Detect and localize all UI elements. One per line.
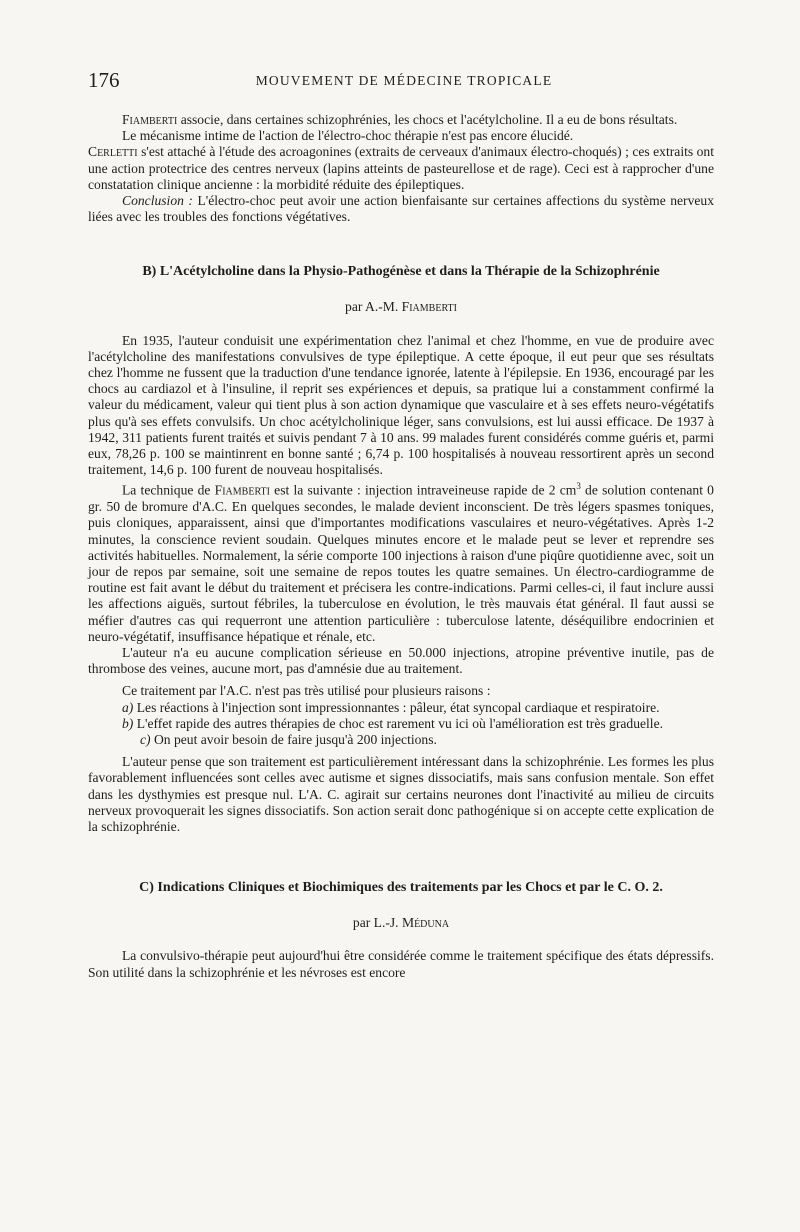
list-item: b) L'effet rapide des autres thérapies de choc est rarement vu ici où l'amélioration est très graduelle. — [122, 715, 664, 731]
section-b-title: B) L'Acétylcholine dans la Physio-Pathogénèse et dans la Thérapie de la Schizophrénie — [142, 264, 660, 280]
author-name: Fiamberti — [122, 112, 178, 127]
section-b-paragraph: En 1935, l'auteur conduisit une expérimentation chez l'animal et chez l'homme, en vue de produire avec l'acétylcholine des manifestations convulsives de type épileptique. A cette époque, il eut peur que ses résultats chez l'homme ne fussent que la traduction d'une tendance ignorée, latente à l'épilepsie. En 1936, encouragé par les chocs au cardiazol et à l'insuline, il reprit ses expériences et depuis, sa pratique lui a constamment confirmé la valeur du médicament, valeur qui tient plus à son action dynamique que vasculaire et à ses effets neuro-végétatifs plus qu'à ses effets convulsifs. Un choc acétylcholinique léger, sans convulsions, est lui aussi efficace. De 1937 à 1942, 311 patients furent traités et suivis pendant 7 à 10 ans. 99 malades furent considérés comme guéris et, parmi eux, 78,26 p. 100 se maintinrent en bonne santé ; 6,74 p. 100 hospitalisés à nouveau ressortirent après un second traitement, 14,6 p. 100 furent de nouveau hospitalisés. — [88, 332, 714, 478]
section-b-paragraph-complications: L'auteur n'a eu aucune complication sérieuse en 50.000 injections, atropine préventive inutile, pas de thrombose des veines, aucune mort, pas d'amnésie due au traitement. — [88, 645, 714, 677]
intro-paragraph-fiamberti: Fiamberti associe, dans certaines schizophrénies, les chocs et l'acétylcholine. Il a eu de bons résultats. — [122, 112, 678, 127]
conclusion-label: Conclusion : — [122, 193, 193, 209]
list-item: c) On peut avoir besoin de faire jusqu'à 200 injections. — [140, 732, 437, 748]
section-c-title: C) Indications Cliniques et Biochimiques des traitements par les Chocs et par le C. O. 2. — [139, 880, 663, 896]
page-number: 176 — [88, 68, 120, 92]
author-name: Cerletti — [88, 144, 138, 160]
intro-paragraph-cerletti: Cerletti s'est attaché à l'étude des acroagonines (extraits de cerveaux d'animaux électro-choqués) ; ces extraits ont une action protectrice des centres nerveux (lapins atteints de pasteurellose et de rage). Ceci est à rapprocher d'une constatation clinique ancienne : la morbidité réduite des épileptiques. — [88, 144, 714, 192]
section-b-byline: par A.-M. Fiamberti — [345, 299, 457, 315]
running-title: MOUVEMENT DE MÉDECINE TROPICALE — [255, 73, 553, 88]
list-item: a) Les réactions à l'injection sont impressionnantes : pâleur, état syncopal cardiaque et respiratoire. — [122, 699, 660, 715]
section-c-paragraph: La convulsivo-thérapie peut aujourd'hui être considérée comme le traitement spécifique des états dépressifs. Son utilité dans la schizophrénie et les névroses est encore — [88, 948, 714, 980]
section-b-paragraph-schizophrenia: L'auteur pense que son traitement est particulièrement intéressant dans la schizophrénie. Les formes les plus favorablement influencées sont celles avec autisme et signes dissociatifs, mais sans confusion mentale. Son effet dans les dysthymies est presque nul. L'A. C. agirait sur certains neurones dont l'inactivité au milieu de circuits nerveux provoquerait les signes dissociatifs. Son action serait donc pathogénique si on accepte cette explication de la schizophrénie. — [88, 754, 714, 835]
conclusion-paragraph: Conclusion : L'électro-choc peut avoir une action bienfaisante sur certaines affections du système nerveux liées avec les troubles des fonctions végétatives. — [88, 193, 715, 225]
author-name: Fiamberti — [214, 482, 270, 498]
section-b-paragraph-reasons: Ce traitement par l'A.C. n'est pas très utilisé pour plusieurs raisons : — [122, 683, 491, 699]
section-b-paragraph-technique: La technique de Fiamberti est la suivante : injection intraveineuse rapide de 2 $cm^3$ de solution contenant 0 gr. 50 de bromure d'A.C. En quelques secondes, le malade devient inconscient. De très légers spasmes toniques, puis cloniques, apparaissent, ainsi que d'importantes modifications vasculaires et neuro-végétatives. Après 1-2 minutes, la conscience revient soudain. Quelques minutes encore et le malade peut se lever et reprendre ses activités habituelles. Normalement, la série comporte 100 injections à raison d'une piqûre quotidienne avec, soit un jour de repos par semaine, soit une semaine de repos toutes les quatre semaines. Un électro-cardiogramme de routine est fait avant le début du traitement et précisera les contre-indications. Parmi celles-ci, il faut inclure aussi les affections aiguës, surtout fébriles, la tuberculose en évolution, le très mauvais état général. Il faut aussi se méfier d'autres cas qui requerront une attention particulière : tuberculose latente, déséquilibre endocrinien et neuro-végétatif, insuffisance hépatique et rénale, etc. — [88, 481, 714, 644]
intro-paragraph-mechanism: Le mécanisme intime de l'action de l'électro-choc thérapie n'est pas encore élucidé. — [122, 128, 574, 144]
running-header — [88, 68, 720, 96]
article-body — [88, 112, 714, 981]
section-c-byline: par L.-J. Méduna — [352, 915, 450, 931]
